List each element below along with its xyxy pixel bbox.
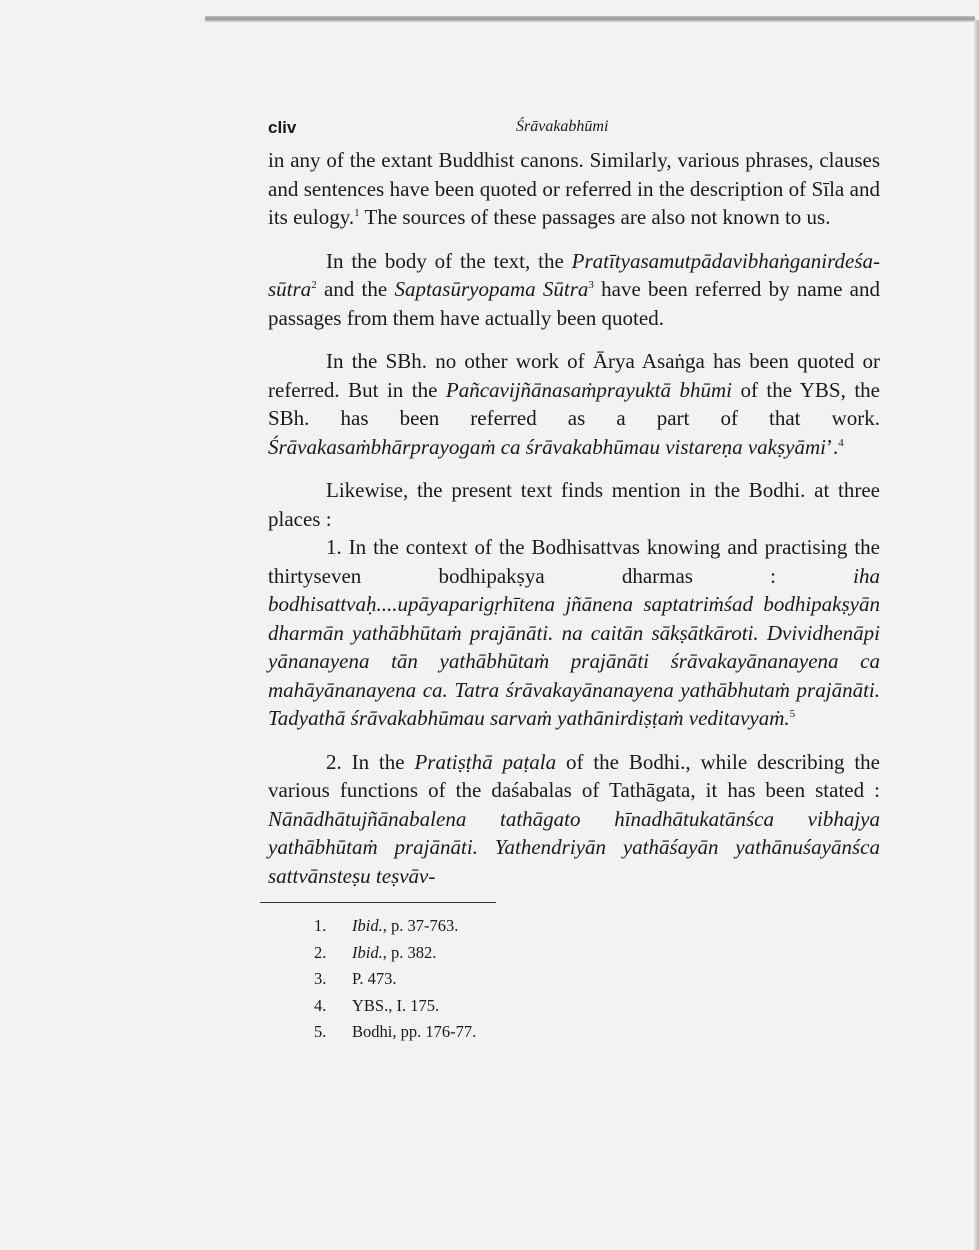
footnote-number: 3. [314,969,327,988]
scan-edge-top [205,16,975,22]
paragraph-gap [268,332,880,347]
footnote-5 [314,1019,880,1046]
italic-text: Nānādhātujñānabalena tathāgato hīnadhātukatānśca vibhajya yathābhūtaṁ prajānāti. Yathendriyān yathāśayān yathānuśayānśca sattvānsteṣu teṣvāv- [268,806,880,888]
italic-text: iha bodhisattvaḥ....upāyaparigṛhītena jñānena saptatriṁśad bodhipakṣyān dharmān yathābhūtaṁ prajānāti. na caitān sākṣātkāroti. Dvividhenāpi yānanayena tān yathābhūtaṁ prajānāti śrāvakayānanayena ca mahāyānanayena ca. Tatra śrāvakayānanayena yathābhutaṁ prajānāti. Tadyathā śrāvakabhūmau sarvaṁ yathānirdiṣṭaṁ veditavyaṁ. [268,563,880,730]
text-run: of the YBS, the SBh. has been referred as a part of that work. [268,377,880,430]
footnotes [314,913,880,1046]
footnote-marker: 3 [588,279,594,291]
footnote-marker: 2 [311,279,317,291]
text-run: in any of the extant Buddhist canons. Similarly, various phrases, clauses and sentences have been quoted or referred in the description of Sīla and its eulogy. [268,148,880,229]
italic-text: Pratiṣṭhā paṭala [414,749,557,774]
footnote-citation: , p. 37-763. [382,916,459,935]
text-run: have been referred by name and passages from them have actually been quoted. [268,277,880,330]
text-run: The sources of these passages are also not known to us. [359,205,831,229]
footnote-number: 2. [314,942,327,962]
italic-text: Pañcavijñānasaṁprayuktā bhūmi [445,377,732,402]
footnote-rule [260,902,496,903]
text-run: 1. In the context of the Bodhisattvas knowing and practising the thirtyseven bodhipakṣya dharmas : [268,535,880,588]
text-run: In the body of the text, the [326,248,572,273]
footnote-1 [314,913,880,940]
running-title: Śrāvakabhūmi [516,118,609,135]
footnote-marker: 4 [838,436,844,449]
footnote-text [352,913,458,940]
text-run: ’. [825,434,839,459]
footnote-marker: 1 [354,207,360,219]
text-run: and the [316,277,395,301]
footnote-4 [314,993,880,1020]
paragraph-p6 [268,748,880,891]
text-run: 2. In the [326,749,415,774]
footnote-number: 5. [314,1022,327,1041]
footnote-3 [314,966,880,993]
footnote-2 [314,940,880,967]
paragraph-p4 [268,476,880,533]
footnote-citation: P. 473. [352,969,397,988]
paragraph-gap [268,733,880,748]
text-run: Likewise, the present text finds mention in the Bodhi. at three places : [268,478,880,531]
paragraph-p2 [268,247,880,333]
footnote-ref: Ibid. [352,916,383,935]
italic-text: Śrāvakasaṁbhārprayogaṁ ca śrāvakabhūmau vistareṇa vakṣyāmi [268,434,826,459]
footnote-marker: 5 [789,708,796,720]
page-header [268,118,880,146]
footnote-text [352,993,439,1020]
footnote-text [352,1019,476,1046]
footnote-number: 1. [314,916,327,935]
scan-edge-right [974,20,979,1250]
footnote-citation: YBS., I. 175. [352,995,440,1015]
footnote-citation: , p. 382. [382,942,437,962]
paragraph-p1 [268,146,880,232]
paragraph-gap [268,461,880,476]
footnote-text [352,940,436,967]
footnote-ref: Ibid. [352,942,383,962]
footnote-number: 4. [314,995,327,1015]
footnote-citation: Bodhi, pp. 176-77. [352,1022,477,1041]
paragraph-p5 [268,533,880,733]
book-page [268,118,880,1046]
body-text [268,146,880,890]
page-number: cliv [268,118,297,137]
paragraph-p3 [268,347,880,461]
italic-text: Pratītyasamutpādavibhaṅganirdeśa-sūtra [268,248,880,301]
text-run: of the Bodhi., while describing the various functions of the daśabalas of Tathāgata, it has been stated : [268,749,880,802]
footnote-text [352,966,396,993]
paragraph-gap [268,232,880,247]
text-run: In the SBh. no other work of Ārya Asaṅga has been quoted or referred. But in the [268,349,880,402]
italic-text: Saptasūryopama Sūtra [394,277,589,301]
